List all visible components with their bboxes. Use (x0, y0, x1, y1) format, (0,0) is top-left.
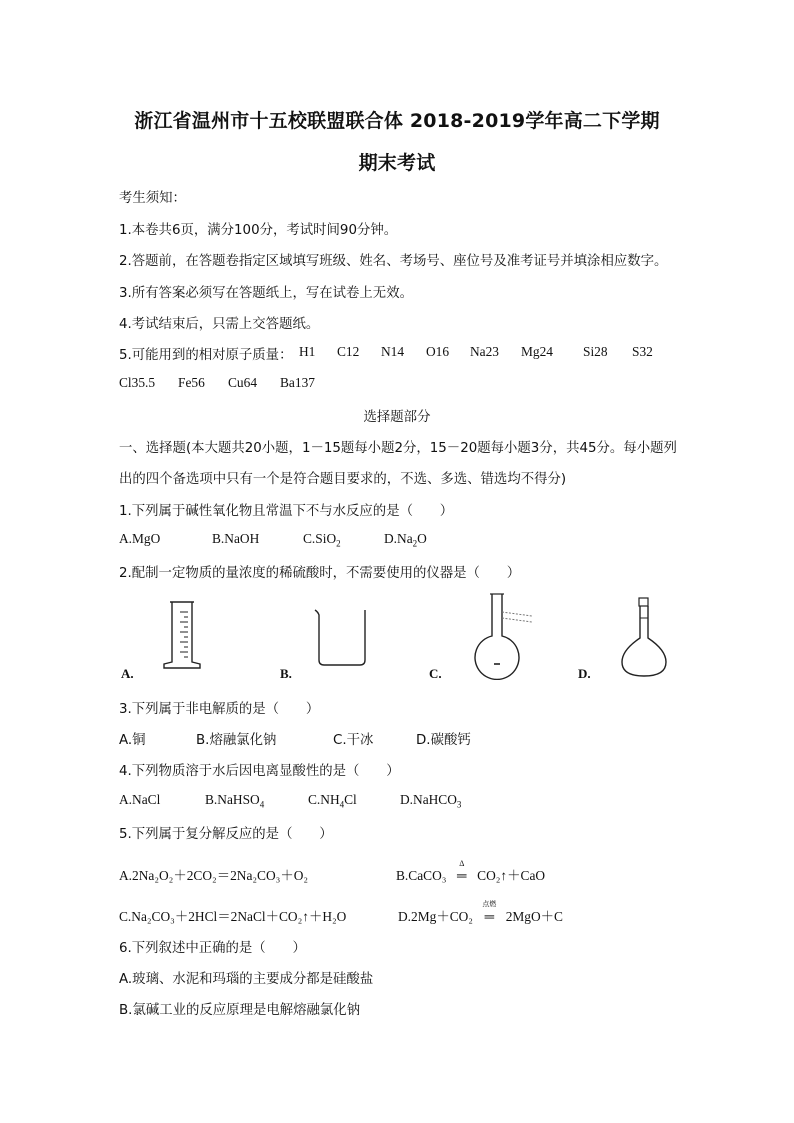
q2-option-c-label: C. (429, 666, 442, 681)
atomic-mass: Mg24 (521, 344, 553, 359)
q2-option-a-label: A. (121, 666, 134, 681)
q2-option-b-label: B. (280, 666, 292, 681)
atomic-mass: C12 (337, 344, 360, 359)
atomic-mass: Cl35.5 (119, 375, 156, 390)
q4-option-d-text: D.NaHCO (400, 792, 457, 807)
q4-option-c-text: C.NH (308, 792, 340, 807)
heat-condition: Δ (459, 859, 465, 868)
notice-item-3: 3.所有答案必须写在答题纸上，写在试卷上无效。 (119, 286, 413, 301)
atomic-mass: Cu64 (228, 375, 258, 390)
q1-option-c (303, 531, 341, 549)
notice-item-1: 1.本卷共6页，满分100分，考试时间90分钟。 (119, 223, 398, 238)
notice-masses-label: 5.可能用到的相对原子质量： (119, 348, 293, 363)
q3-option-c: C.干冰 (333, 733, 374, 748)
q3-option-a: A.铜 (119, 733, 146, 748)
beaker-icon (312, 606, 372, 668)
volumetric-flask-icon (618, 594, 670, 680)
q6-option-a: A.玻璃、水泥和玛瑙的主要成分都是硅酸盐 (119, 972, 374, 987)
graduated-cylinder-icon (160, 598, 204, 672)
q3-option-b: B.熔融氯化钠 (196, 733, 277, 748)
atomic-mass: Si28 (583, 344, 608, 359)
exam-title-line1: 浙江省温州市十五校联盟联合体 2018-2019学年高二下学期 (134, 110, 660, 132)
section-intro-line1: 一、选择题(本大题共20小题，1－15题每小题2分，15－20题每小题3分，共45分。每小题列 (119, 441, 677, 456)
q4-option-d (400, 792, 461, 810)
atomic-mass: O16 (426, 344, 450, 359)
atomic-mass: Ba137 (280, 375, 315, 390)
q1-option-d-sub: 2 (412, 538, 418, 549)
ignite-arrow: 点燃 ═ (476, 909, 502, 925)
q4-option-b (205, 792, 264, 810)
q5-option-b-left: B.CaCO₃ (396, 868, 447, 883)
ignite-condition: 点燃 (482, 900, 497, 908)
section-title: 选择题部分 (363, 410, 431, 425)
q4-option-c-sub: 4 (339, 799, 345, 810)
q4-option-c (308, 792, 357, 810)
q4-option-a: A.NaCl (119, 792, 161, 807)
atomic-mass: H1 (299, 344, 316, 359)
question-1-stem: 1.下列属于碱性氧化物且常温下不与水反应的是（ ） (119, 504, 454, 519)
q1-option-d-tail: O (417, 531, 427, 546)
atomic-mass: Fe56 (178, 375, 205, 390)
q5-option-c: C.Na₂CO₃＋2HCl＝2NaCl＋CO₂↑＋H₂O (119, 909, 347, 924)
notice-item-4: 4.考试结束后，只需上交答题纸。 (119, 317, 320, 332)
q4-option-c-tail: Cl (344, 792, 357, 807)
q2-option-d-label: D. (578, 666, 591, 681)
q4-option-b-text: B.NaHSO (205, 792, 260, 807)
atomic-mass: S32 (632, 344, 653, 359)
q1-option-c-sub: 2 (336, 538, 341, 549)
notice-heading: 考生须知： (119, 191, 186, 206)
question-4-stem: 4.下列物质溶于水后因电离显酸性的是（ ） (119, 764, 400, 779)
q1-option-c-text: C.SiO (303, 531, 337, 546)
q5-option-d-right: 2MgO＋C (505, 909, 563, 924)
question-6-stem: 6.下列叙述中正确的是（ ） (119, 941, 306, 956)
q5-option-b-right: CO₂↑＋CaO (477, 868, 546, 883)
q3-option-d: D.碳酸钙 (416, 733, 471, 748)
question-2-stem: 2.配制一定物质的量浓度的稀硫酸时，不需要使用的仪器是（ ） (119, 566, 521, 581)
q5-option-a: A.2Na₂O₂＋2CO₂＝2Na₂CO₃＋O₂ (119, 868, 309, 883)
question-3-stem: 3.下列属于非电解质的是（ ） (119, 702, 320, 717)
heat-arrow: Δ ═ (450, 868, 474, 884)
section-intro-line2: 出的四个备选项中只有一个是符合题目要求的，不选、多选、错选均不得分) (119, 472, 567, 487)
atomic-mass: Na23 (470, 344, 500, 359)
q6-option-b: B.氯碱工业的反应原理是电解熔融氯化钠 (119, 1003, 361, 1018)
q5-option-d-left: D.2Mg＋CO₂ (398, 909, 473, 924)
distillation-flask-icon (468, 590, 540, 680)
q5-option-b (396, 859, 546, 884)
notice-item-2: 2.答题前，在答题卷指定区域填写班级、姓名、考场号、座位号及准考证号并填涂相应数字。 (119, 254, 668, 269)
q1-option-b: B.NaOH (212, 531, 260, 546)
q4-option-b-sub: 4 (259, 799, 265, 810)
atomic-mass: N14 (381, 344, 405, 359)
q5-option-d (398, 900, 563, 925)
q4-option-d-sub: 3 (456, 799, 462, 810)
q1-option-d (384, 531, 427, 549)
q1-option-d-text: D.Na (384, 531, 413, 546)
q1-option-a: A.MgO (119, 531, 161, 546)
exam-title-line2: 期末考试 (358, 152, 436, 174)
question-5-stem: 5.下列属于复分解反应的是（ ） (119, 827, 333, 842)
